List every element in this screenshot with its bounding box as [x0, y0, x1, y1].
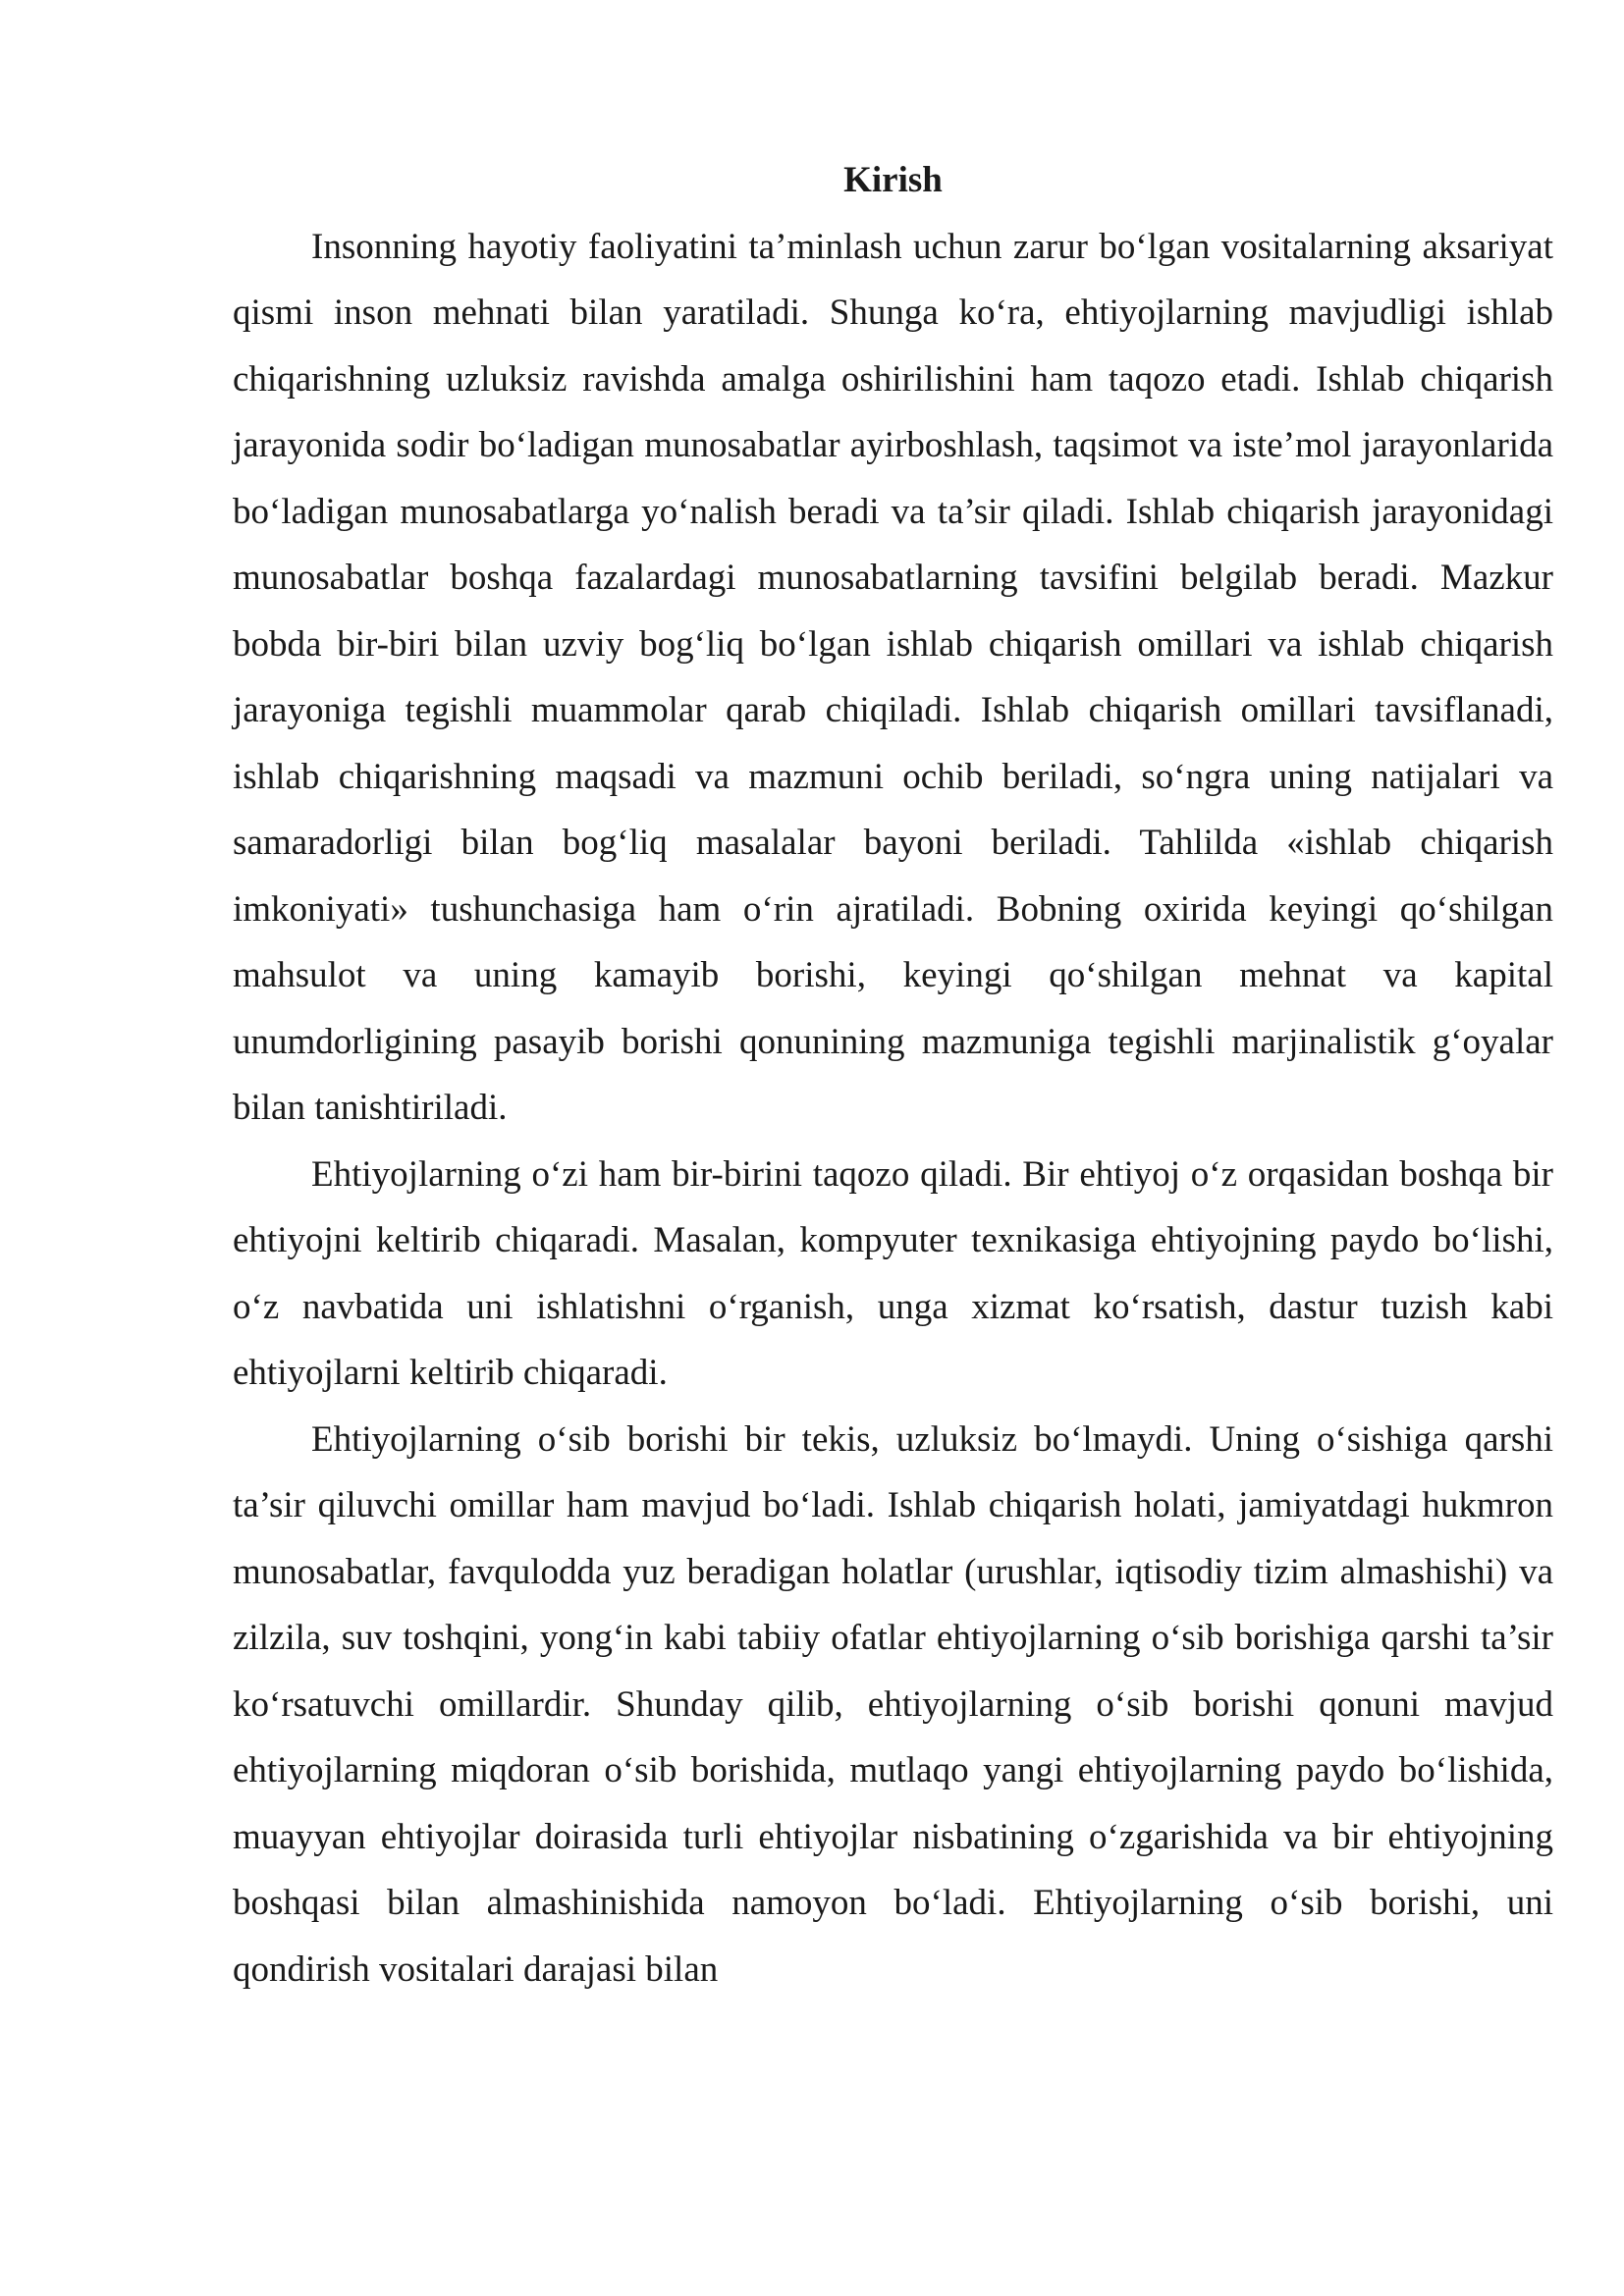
- paragraph-2: Ehtiyojlarning o‘zi ham bir-birini taqozo qiladi. Bir ehtiyoj o‘z orqasidan boshqa bir ehtiyojni keltirib chiqaradi. Masalan, kompyuter texnikasiga ehtiyojning paydo bo‘lishi, o‘z navbatida uni ishlatishni o‘rganish, unga xizmat ko‘rsatish, dastur tuzish kabi ehtiyojlarni keltirib chiqaradi.: [233, 1153, 1553, 1393]
- page-title: Kirish: [843, 160, 943, 200]
- document-body: [233, 147, 1553, 2002]
- paragraph-3: Ehtiyojlarning o‘sib borishi bir tekis, uzluksiz bo‘lmaydi. Uning o‘sishiga qarshi ta’sir qiluvchi omillar ham mavjud bo‘ladi. Ishlab chiqarish holati, jamiyatdagi hukmron munosabatlar, favqulodda yuz beradigan holatlar (urushlar, iqtisodiy tizim almashishi) va zilzila, suv toshqini, yong‘in kabi tabiiy ofatlar ehtiyojlarning o‘sib borishiga qarshi ta’sir ko‘rsatuvchi omillardir. Shunday qilib, ehtiyojlarning o‘sib borishi qonuni mavjud ehtiyojlarning miqdoran o‘sib borishida, mutlaqo yangi ehtiyojlarning paydo bo‘lishida, muayyan ehtiyojlar doirasida turli ehtiyojlar nisbatining o‘zgarishida va bir ehtiyojning boshqasi bilan almashinishida namoyon bo‘ladi. Ehtiyojlarning o‘sib borishi, uni qondirish vositalari darajasi bilan: [233, 1418, 1553, 1990]
- paragraph-1: Insonning hayotiy faoliyatini ta’minlash uchun zarur bo‘lgan vositalarning aksariyat qismi inson mehnati bilan yaratiladi. Shunga ko‘ra, ehtiyojlarning mavjudligi ishlab chiqarishning uzluksiz ravishda amalga oshirilishini ham taqozo etadi. Ishlab chiqarish jarayonida sodir bo‘ladigan munosabatlar ayirboshlash, taqsimot va iste’mol jarayonlarida bo‘ladigan munosabatlarga yo‘nalish beradi va ta’sir qiladi. Ishlab chiqarish jarayonidagi munosabatlar boshqa fazalardagi munosabatlarning tavsifini belgilab beradi. Mazkur bobda bir-biri bilan uzviy bog‘liq bo‘lgan ishlab chiqarish omillari va ishlab chiqarish jarayoniga tegishli muammolar qarab chiqiladi. Ishlab chiqarish omillari tavsiflanadi, ishlab chiqarishning maqsadi va mazmuni ochib beriladi, so‘ngra uning natijalari va samaradorligi bilan bog‘liq masalalar bayoni beriladi. Tahlilda «ishlab chiqarish imkoniyati» tushunchasiga ham o‘rin ajratiladi. Bobning oxirida keyingi qo‘shilgan mahsulot va uning kamayib borishi, keyingi qo‘shilgan mehnat va kapital unumdorligining pasayib borishi qonunining mazmuniga tegishli marjinalistik g‘oyalar bilan tanishtiriladi.: [233, 226, 1553, 1128]
